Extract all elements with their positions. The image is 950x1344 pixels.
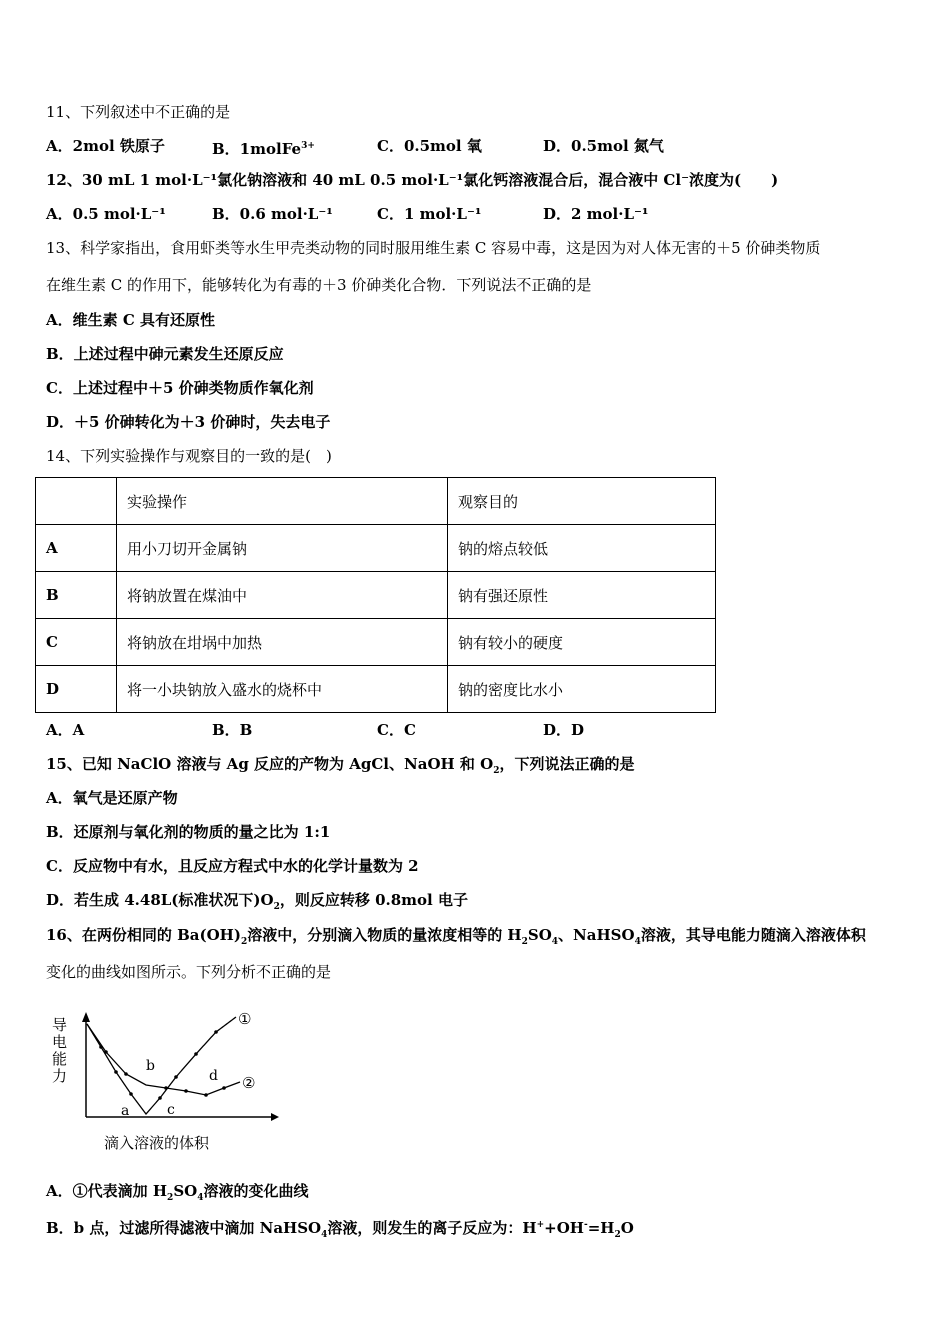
q15-option-c: C．反应物中有水，且反应方程式中水的化学计量数为 2 [46, 857, 419, 875]
q14-option-a: A．A [46, 721, 85, 739]
q12-option-d: D．2 mol·L⁻¹ [543, 205, 649, 223]
q13-option-c: C．上述过程中＋5 价砷类物质作氧化剂 [46, 379, 314, 397]
q12-option-b: B．0.6 mol·L⁻¹ [212, 205, 333, 223]
q13-option-d: D．＋5 价砷转化为＋3 价砷时，失去电子 [46, 413, 331, 431]
curve-2-label: ② [242, 1074, 256, 1092]
table-cell: 将钠放置在煤油中 [117, 572, 448, 619]
q11-option-d: D．0.5mol 氮气 [543, 137, 664, 155]
table-cell: 将一小块钠放入盛水的烧杯中 [117, 666, 448, 713]
table-cell: D [36, 666, 117, 713]
q11-option-a: A．2mol 铁原子 [46, 137, 165, 155]
q14-option-b: B．B [212, 721, 253, 739]
point-d-label: d [209, 1068, 218, 1084]
table-cell: C [36, 619, 117, 666]
table-cell: 钠的密度比水小 [448, 666, 716, 713]
q16-conductivity-graph [46, 1002, 286, 1162]
point-c-label: c [167, 1102, 175, 1118]
q14-option-c: C．C [377, 721, 416, 739]
table-cell: 将钠放在坩埚中加热 [117, 619, 448, 666]
q16-stem-line1: 16、在两份相同的 $Ba(OH)_2$溶液中，分别滴入物质的量浓度相等的 $H_2SO_4$、NaHSO$_4$溶液，其导电能力随滴入溶液体积 [46, 926, 866, 947]
table-header-cell: 实验操作 [117, 478, 448, 525]
table-cell: 钠有较小的硬度 [448, 619, 716, 666]
q13-stem-line2: 在维生素 C 的作用下，能够转化为有毒的＋3 价砷类化合物．下列说法不正确的是 [46, 276, 592, 294]
q11-stem: 11、下列叙述中不正确的是 [46, 103, 231, 121]
table-cell: 钠的熔点较低 [448, 525, 716, 572]
q14-option-d: D．D [543, 721, 585, 739]
q15-option-b: B．还原剂与氧化剂的物质的量之比为 1:1 [46, 823, 331, 841]
x-axis-arrow [271, 1113, 279, 1121]
y-axis-arrow [82, 1012, 90, 1022]
q12-option-c: C．1 mol·L⁻¹ [377, 205, 482, 223]
q16-option-b: B．b 点，过滤所得滤液中滴加 NaHSO$_4$溶液，则发生的离子反应为：$H^++OH^-=H_2O$ [46, 1219, 634, 1240]
table-cell: A [36, 525, 117, 572]
table-row [36, 525, 716, 572]
q13-stem-line1: 13、科学家指出，食用虾类等水生甲壳类动物的同时服用维生素 C 容易中毒，这是因为对人体无害的＋5 价砷类物质 [46, 239, 821, 257]
q14-experiment-table [35, 477, 716, 713]
table-cell: B [36, 572, 117, 619]
q11-option-c: C．0.5mol 氧 [377, 137, 482, 155]
table-cell: 用小刀切开金属钠 [117, 525, 448, 572]
q14-stem: 14、下列实验操作与观察目的一致的是( ) [46, 447, 332, 465]
y-label-char: 电 [52, 1033, 68, 1051]
point-b-label: b [146, 1058, 155, 1074]
y-label-char: 导 [52, 1016, 68, 1034]
curve-2 [87, 1024, 240, 1095]
y-label-char: 能 [52, 1050, 68, 1068]
q15-stem: 15、已知 NaClO 溶液与 Ag 反应的产物为 AgCl、NaOH 和 $O_2$，下列说法正确的是 [46, 755, 635, 776]
y-label-char: 力 [52, 1067, 68, 1085]
q12-stem: 12、30 mL 1 mol·L⁻¹氯化钠溶液和 40 mL 0.5 mol·L⁻¹氯化钙溶液混合后，混合液中 Cl⁻浓度为( ) [46, 171, 779, 189]
x-label: 滴入溶液的体积 [104, 1134, 210, 1152]
table-header-cell: 观察目的 [448, 478, 716, 525]
q13-option-b: B．上述过程中砷元素发生还原反应 [46, 345, 284, 363]
point-a-label: a [121, 1103, 130, 1119]
curve-1-label: ① [238, 1010, 252, 1028]
curve-1 [87, 1017, 236, 1114]
q12-option-a: A．0.5 mol·L⁻¹ [46, 205, 166, 223]
table-row [36, 666, 716, 713]
q15-option-a: A．氧气是还原产物 [46, 789, 178, 807]
table-row [36, 619, 716, 666]
q15-option-d: D．若生成 4.48L(标准状况下)$O_2$，则反应转移 0.8mol 电子 [46, 891, 468, 912]
q13-option-a: A．维生素 C 具有还原性 [46, 311, 216, 329]
q11-option-b: B．1molFe$^{3+}$ [212, 140, 315, 158]
q16-stem-line2: 变化的曲线如图所示。下列分析不正确的是 [46, 963, 332, 981]
q16-option-a: A．①代表滴加 $H_2SO_4$溶液的变化曲线 [46, 1182, 309, 1203]
table-header-cell [36, 478, 117, 525]
table-cell: 钠有强还原性 [448, 572, 716, 619]
table-header-row [36, 478, 716, 525]
table-row [36, 572, 716, 619]
